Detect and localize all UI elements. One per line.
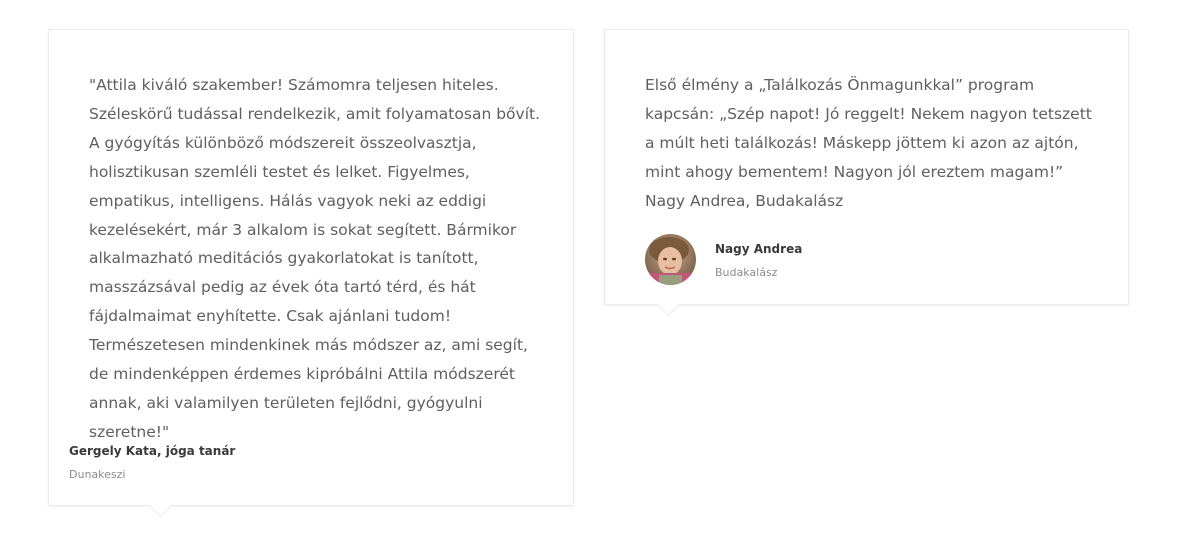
- testimonial-location: Budakalász: [715, 266, 778, 279]
- testimonial-quote: Első élmény a „Találkozás Önmagunkkal” program kapcsán: „Szép napot! Jó reggelt! Nekem nagyon tetszett a múlt heti találkozás! Máskepp jöttem ki azon az ajtón, mint ahogy bementem! Nagyon jól ereztem magam!” Nagy Andrea, Budakalász: [645, 76, 1092, 210]
- avatar: [645, 234, 696, 285]
- testimonial-card: [604, 29, 1129, 305]
- testimonial-author: Nagy Andrea: [715, 242, 803, 256]
- testimonial-quote: "Attila kiváló szakember! Számomra teljesen hiteles. Széleskörű tudással rendelkezik, amit folyamatosan bővít. A gyógyítás különböző módszereit összeolvasztja, holisztikusan szemléli testet és lelket. Figyelmes, empatikus, intelligens. Hálás vagyok neki az eddigi kezelésekért, már 3 alkalom is sokat segített. Bármikor alkalmazható meditációs gyakorlatokat is tanított, masszázsával pedig az évek óta tartó térd, és hát fájdalmaimat enyhítette. Csak ajánlani tudom! Természetesen mindenkinek más módszer az, ami segít, de mindenképpen érdemes kipróbálni Attila módszerét annak, aki valamilyen területen fejlődni, gyógyulni szeretne!": [89, 76, 540, 441]
- testimonial-author: Gergely Kata, jóga tanár: [69, 444, 236, 458]
- avatar-photo-icon: [645, 234, 696, 285]
- testimonial-card: [48, 29, 574, 506]
- testimonial-location: Dunakeszi: [69, 468, 126, 481]
